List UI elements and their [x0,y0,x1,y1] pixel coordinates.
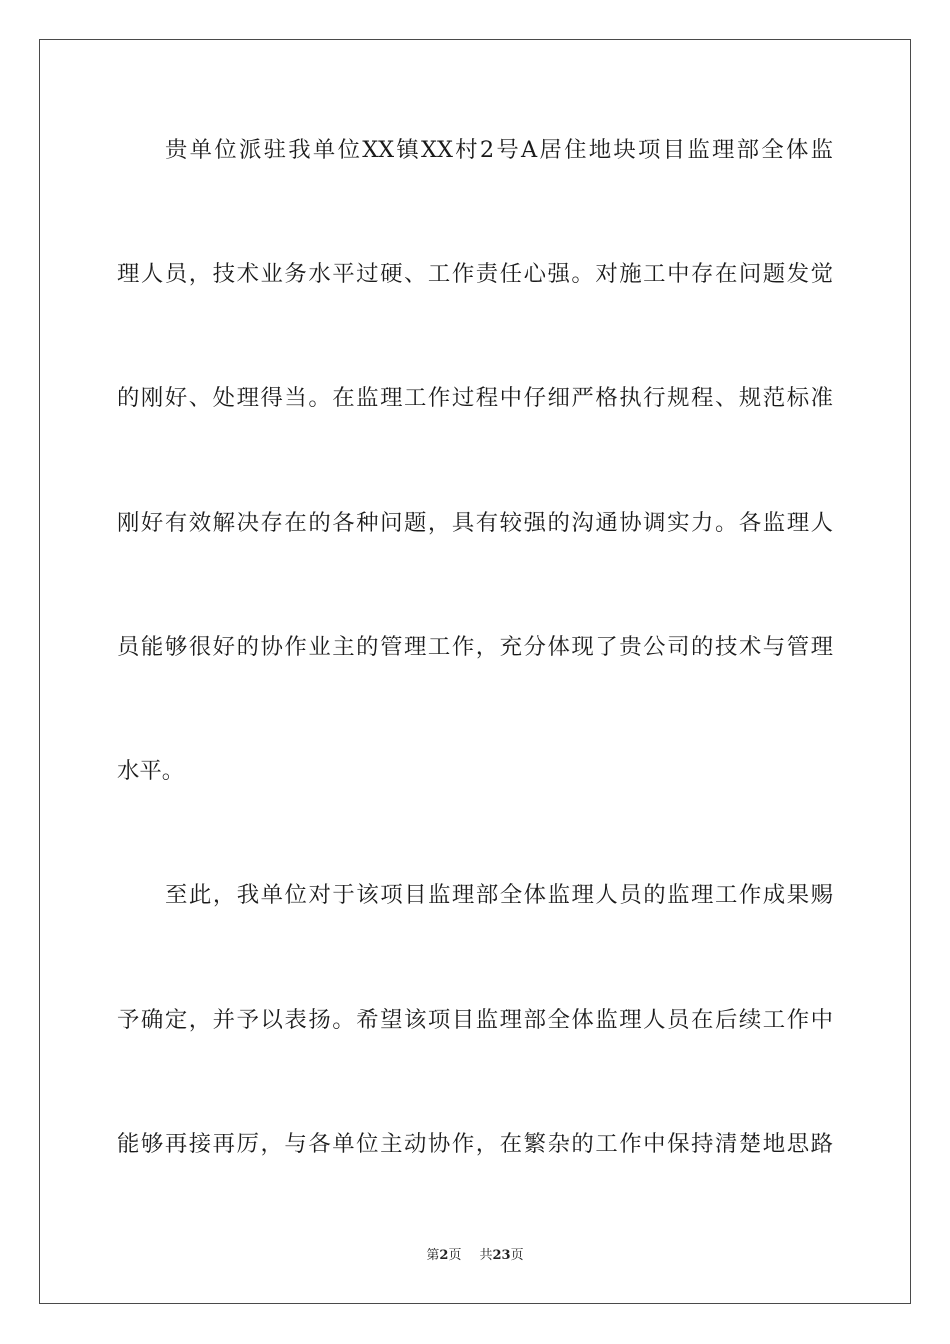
total-pages: 23 [492,1248,511,1263]
paragraph-2-line-1: 至此，我单位对于该项目监理部全体监理人员的监理工作成果赐 [165,882,833,908]
page-footer [0,1247,950,1265]
paragraph-2-line-2: 予确定，并予以表扬。希望该项目监理部全体监理人员在后续工作中 [117,1007,833,1033]
paragraph-1-line-3: 的刚好、处理得当。在监理工作过程中仔细严格执行规程、规范标准 [117,385,833,411]
paragraph-1-line-2: 理人员，技术业务水平过硬、工作责任心强。对施工中存在问题发觉 [117,261,833,287]
page-label-suffix: 页 [448,1248,462,1263]
paragraph-1-line-5: 员能够很好的协作业主的管理工作，充分体现了贵公司的技术与管理 [117,634,833,660]
paragraph-2-line-3: 能够再接再厉，与各单位主动协作，在繁杂的工作中保持清楚地思路 [117,1131,833,1157]
page-border [39,39,911,1304]
paragraph-1-line-4: 刚好有效解决存在的各种问题，具有较强的沟通协调实力。各监理人 [117,510,833,536]
page-label-prefix: 第 [426,1248,440,1263]
paragraph-1-line-1: 贵单位派驻我单位XX镇XX村2号A居住地块项目监理部全体监 [165,137,833,163]
total-label-prefix: 共 [479,1248,493,1263]
paragraph-1-line-6: 水平。 [117,758,185,784]
total-label-suffix: 页 [510,1248,524,1263]
page-number: 2 [439,1248,449,1263]
